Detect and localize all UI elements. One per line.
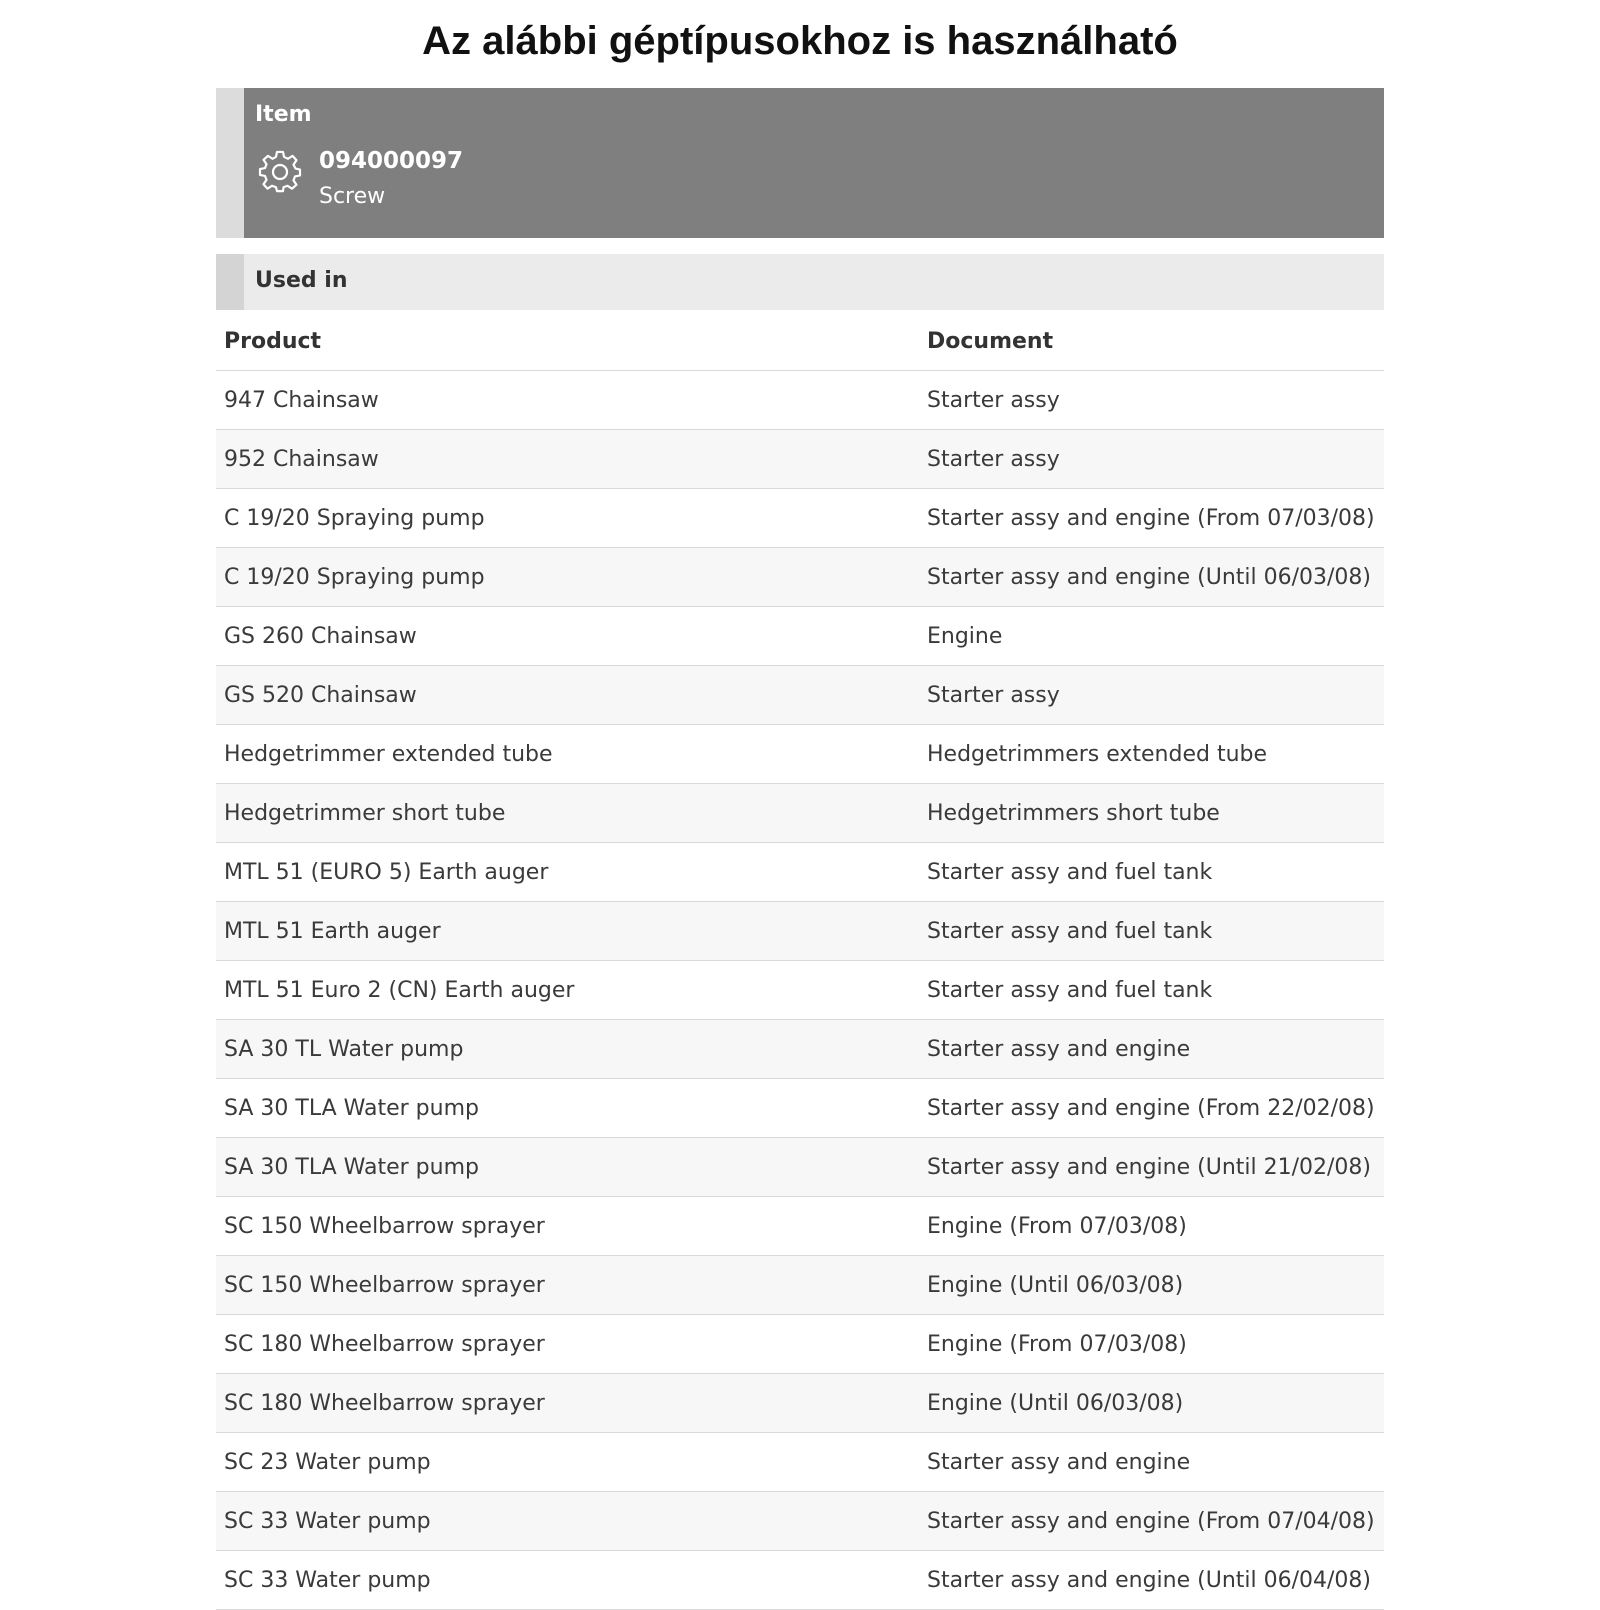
document-cell[interactable]: Engine (From 07/03/08) — [927, 1331, 1187, 1357]
document-cell[interactable]: Engine — [927, 623, 1003, 649]
document-cell[interactable]: Starter assy and engine — [927, 1036, 1191, 1062]
table-row[interactable] — [216, 1315, 1384, 1374]
document-cell[interactable]: Starter assy and fuel tank — [927, 918, 1213, 944]
document-cell[interactable]: Starter assy and engine (From 22/02/08) — [927, 1095, 1375, 1121]
document-cell[interactable]: Starter assy — [927, 387, 1060, 413]
table-row[interactable] — [216, 1138, 1384, 1197]
product-cell[interactable]: SA 30 TL Water pump — [224, 1036, 464, 1062]
item-panel — [216, 88, 1384, 238]
product-cell[interactable]: SC 23 Water pump — [224, 1449, 431, 1475]
used-in-table — [216, 312, 1384, 1610]
table-row[interactable] — [216, 1020, 1384, 1079]
document-cell[interactable]: Engine (Until 06/03/08) — [927, 1272, 1184, 1298]
table-header-row — [216, 312, 1384, 371]
table-row[interactable] — [216, 666, 1384, 725]
product-cell[interactable]: 952 Chainsaw — [224, 446, 379, 472]
product-cell[interactable]: Hedgetrimmer short tube — [224, 800, 506, 826]
product-cell[interactable]: GS 520 Chainsaw — [224, 682, 417, 708]
document-column-header: Document — [927, 328, 1054, 354]
table-row[interactable] — [216, 784, 1384, 843]
table-row[interactable] — [216, 1079, 1384, 1138]
used-in-accent-strip — [216, 254, 244, 310]
item-label: Item — [255, 102, 312, 127]
table-row[interactable] — [216, 489, 1384, 548]
product-cell[interactable]: MTL 51 Euro 2 (CN) Earth auger — [224, 977, 575, 1003]
document-cell[interactable]: Starter assy and engine (From 07/04/08) — [927, 1508, 1375, 1534]
document-cell[interactable]: Starter assy — [927, 682, 1060, 708]
table-row[interactable] — [216, 1551, 1384, 1610]
document-cell[interactable]: Starter assy and engine — [927, 1449, 1191, 1475]
document-cell[interactable]: Hedgetrimmers extended tube — [927, 741, 1268, 767]
product-cell[interactable]: MTL 51 Earth auger — [224, 918, 441, 944]
document-cell[interactable]: Starter assy and fuel tank — [927, 977, 1213, 1003]
table-row[interactable] — [216, 1197, 1384, 1256]
document-cell[interactable]: Hedgetrimmers short tube — [927, 800, 1220, 826]
product-cell[interactable]: SC 180 Wheelbarrow sprayer — [224, 1331, 545, 1357]
product-cell[interactable]: SA 30 TLA Water pump — [224, 1095, 479, 1121]
document-cell[interactable]: Engine (From 07/03/08) — [927, 1213, 1187, 1239]
document-cell[interactable]: Starter assy and engine (Until 21/02/08) — [927, 1154, 1372, 1180]
table-row[interactable] — [216, 548, 1384, 607]
document-cell[interactable]: Starter assy — [927, 446, 1060, 472]
product-cell[interactable]: SC 150 Wheelbarrow sprayer — [224, 1272, 545, 1298]
table-row[interactable] — [216, 725, 1384, 784]
product-cell[interactable]: GS 260 Chainsaw — [224, 623, 417, 649]
used-in-section-header — [216, 254, 1384, 310]
table-row[interactable] — [216, 1433, 1384, 1492]
product-column-header: Product — [224, 328, 322, 354]
table-row[interactable] — [216, 371, 1384, 430]
table-row[interactable] — [216, 607, 1384, 666]
product-cell[interactable]: Hedgetrimmer extended tube — [224, 741, 553, 767]
table-row[interactable] — [216, 843, 1384, 902]
product-cell[interactable]: SA 30 TLA Water pump — [224, 1154, 479, 1180]
document-cell[interactable]: Starter assy and fuel tank — [927, 859, 1213, 885]
table-row[interactable] — [216, 1492, 1384, 1551]
document-cell[interactable]: Starter assy and engine (Until 06/04/08) — [927, 1567, 1372, 1593]
product-cell[interactable]: SC 150 Wheelbarrow sprayer — [224, 1213, 545, 1239]
product-cell[interactable]: MTL 51 (EURO 5) Earth auger — [224, 859, 549, 885]
product-cell[interactable]: 947 Chainsaw — [224, 387, 379, 413]
document-cell[interactable]: Starter assy and engine (Until 06/03/08) — [927, 564, 1372, 590]
product-cell[interactable]: C 19/20 Spraying pump — [224, 505, 485, 531]
table-body — [216, 371, 1384, 1610]
product-cell[interactable]: SC 33 Water pump — [224, 1567, 431, 1593]
document-cell[interactable]: Engine (Until 06/03/08) — [927, 1390, 1184, 1416]
table-row[interactable] — [216, 1374, 1384, 1433]
used-in-label: Used in — [255, 268, 348, 293]
item-panel-accent-strip — [216, 88, 244, 238]
document-cell[interactable]: Starter assy and engine (From 07/03/08) — [927, 505, 1375, 531]
item-description: Screw — [319, 184, 386, 209]
gear-icon — [258, 150, 302, 194]
table-row[interactable] — [216, 961, 1384, 1020]
product-cell[interactable]: SC 180 Wheelbarrow sprayer — [224, 1390, 545, 1416]
page-title: Az alábbi géptípusokhoz is használható — [422, 19, 1178, 63]
item-number: 094000097 — [319, 148, 464, 174]
table-row[interactable] — [216, 1256, 1384, 1315]
product-cell[interactable]: C 19/20 Spraying pump — [224, 564, 485, 590]
table-row[interactable] — [216, 430, 1384, 489]
table-row[interactable] — [216, 902, 1384, 961]
product-cell[interactable]: SC 33 Water pump — [224, 1508, 431, 1534]
